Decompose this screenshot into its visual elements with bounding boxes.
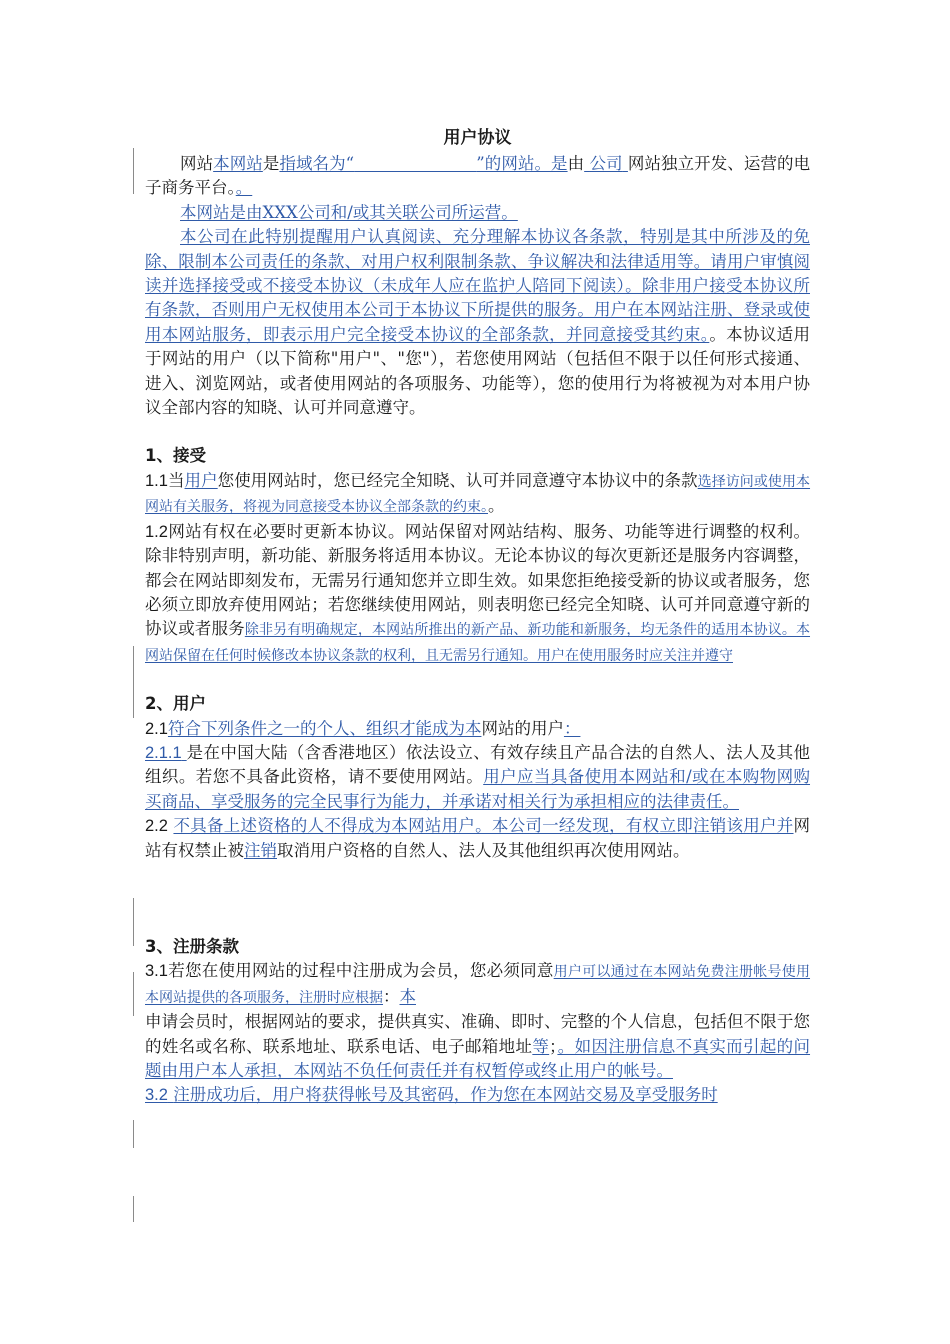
inserted-text: 用户 bbox=[184, 470, 218, 490]
text-run: 是 bbox=[262, 154, 280, 173]
text-run: 。 bbox=[488, 496, 505, 516]
revision-bar bbox=[133, 646, 134, 718]
clause-number bbox=[145, 744, 187, 762]
inserted-text: 本公司在此特别提醒用户认真阅读、充分理解本协议各条款，特别是其中所涉及的免除、限制本公司责任的条款、对用户权利限制条款、争议解决和法律适用等。请用户审慎阅读并选择接受或不接受本协议（未成年人应在监护人陪同下阅读）。除非用户接受本协议所有条款，否则用户无权使用本公司于本协议下所提供的服务。用户在本网站注册、登录或使用本网站服务，即表示用户完全接受本协议的全部条款，并同意接受其约束。 bbox=[145, 227, 810, 344]
inserted-text: 本网站 bbox=[213, 154, 263, 173]
text-run: 网站 bbox=[180, 154, 214, 173]
inserted-text: 本 bbox=[399, 986, 416, 1006]
clause-number: 3.1 bbox=[145, 962, 168, 981]
text-run: 注册成功后，用户将获得帐号及其密码，作为您在本网站交易及享受服务时 bbox=[173, 1085, 718, 1105]
clause-2-1-1 bbox=[145, 741, 810, 814]
text-run: 您使用网站时，您已经完全知晓、认可并同意遵守本协议中的条款 bbox=[217, 470, 698, 490]
clause-3-2 bbox=[145, 1083, 810, 1107]
text-run: 网站有权禁止被 bbox=[145, 816, 811, 860]
text-run: 是在中国大陆（含香港地区）依法设立、有效存续且产品合法的自然人、法人及其他组织。若您不具备此资格，请不要使用网站。 bbox=[145, 742, 811, 787]
revision-bar bbox=[133, 1120, 134, 1148]
text-run: 网站独立开发、运营的电子商务平台。 bbox=[145, 154, 811, 198]
inserted-text bbox=[145, 1085, 718, 1104]
intro-paragraph-3 bbox=[145, 225, 810, 420]
text-run: 网站的用户 bbox=[481, 718, 564, 738]
clause-number: 3.2 bbox=[145, 1086, 168, 1105]
revision-bar bbox=[133, 148, 134, 194]
text-run: 网站有权在必要时更新本协议。网站保留对网站结构、服务、功能等进行调整的权利。除非特别声明，新功能、新服务将适用本协议。无论本协议的每次更新还是服务内容调整，都会在网站即刻发布，无需另行通知您并立即生效。如果您拒绝接受新的协议或者服务，您必须立即放弃使用网站；若您继续使用网站，则表明您已经完全知晓、认可并同意遵守新的协议或者服务 bbox=[145, 521, 810, 639]
revision-bar bbox=[133, 972, 134, 1016]
text-run: 2.1.1 bbox=[145, 743, 182, 762]
inserted-text: 。如因注册信息不真实而引起的问题由用户本人承担，本网站不负任何责任并有权暂停或终止用户的帐号。 bbox=[145, 1036, 811, 1080]
text-run: ”的网站。是 bbox=[476, 154, 568, 173]
clause-2-1 bbox=[145, 717, 810, 741]
inserted-text: 注销 bbox=[244, 840, 277, 860]
inserted-text: 选择访问或使用本网站有关服务，将视为同意接受本协议全部条款的约束。 bbox=[145, 473, 811, 516]
revision-bar bbox=[133, 1196, 134, 1222]
text-run: 申请会员时，根据网站的要求，提供真实、准确、即时、完整的个人信息，包括但不限于您的姓名或名称、联系地址、联系电话、电子邮箱地址 bbox=[145, 1012, 810, 1056]
clause-number: 1.1 bbox=[145, 471, 168, 490]
clause-2-2 bbox=[145, 814, 810, 863]
text-run: ； bbox=[549, 1036, 558, 1056]
inserted-text: 。 bbox=[235, 178, 253, 198]
inserted-text: 本网站是由XXX公司和/或其关联公司所运营。 bbox=[180, 202, 518, 222]
text-run: 公司 bbox=[589, 154, 623, 173]
text-run: 当 bbox=[167, 470, 185, 490]
inserted-text: 用户应当具备使用本网站和/或在本购物网购买商品、享受服务的完全民事行为能力，并承诺对相关行为承担相应的法律责任。 bbox=[145, 767, 811, 811]
clause-3-1-continued bbox=[145, 1010, 810, 1083]
intro-paragraph-1 bbox=[145, 152, 810, 201]
text-run: 若您在使用网站的过程中注册成为会员，您必须同意 bbox=[167, 961, 554, 981]
intro-paragraph-2 bbox=[145, 201, 810, 225]
document-page bbox=[145, 124, 810, 1108]
text-run: 取消用户资格的自然人、法人及其他组织再次使用网站。 bbox=[277, 840, 690, 860]
clause-number: 2.2 bbox=[145, 817, 168, 836]
revision-bar bbox=[133, 898, 134, 946]
section-heading-registration: 3、注册条款 bbox=[145, 936, 239, 956]
text-run: 指域名为“ bbox=[279, 154, 355, 173]
inserted-text: 等 bbox=[532, 1036, 550, 1056]
clause-3-1 bbox=[145, 959, 810, 1010]
clause-number: 1.2 bbox=[145, 522, 168, 541]
inserted-text: ： bbox=[563, 718, 581, 738]
inserted-text: 用户可以通过在本网站免费注册帐号使用本网站提供的各项服务，注册时应根据 bbox=[145, 964, 811, 1006]
inserted-text bbox=[584, 154, 628, 173]
text-run: 。本协议适用于网站的用户（以下简称"用户"、"您"），若您使用网站（包括但不限于以任何形式接通、进入、浏览网站，或者使用网站的各项服务、功能等），您的使用行为将被视为对本用户协议全部内容的知晓、认可并同意遵守。 bbox=[145, 324, 811, 418]
inserted-text: 不具备上述资格的人不得成为本网站用户。本公司一经发现，有权立即注销该用户并 bbox=[173, 816, 794, 836]
section-heading-accept: 1、接受 bbox=[145, 446, 206, 466]
inserted-text bbox=[279, 154, 567, 173]
text-run: ： bbox=[383, 986, 400, 1006]
inserted-text: 除非另有明确规定，本网站所推出的新产品、新功能和新服务，均无条件的适用本协议。 bbox=[244, 622, 797, 639]
inserted-text: 符合下列条件之一的个人、组织才能成为本 bbox=[167, 718, 482, 738]
inserted-text: 本网站保留在任何时候修改本协议条款的权利，且无需另行通知。用户在使用服务时应关注并遵守 bbox=[145, 622, 811, 664]
clause-number: 2.1 bbox=[145, 719, 168, 738]
clause-1-2 bbox=[145, 520, 810, 668]
document-title: 用户协议 bbox=[443, 128, 512, 148]
section-heading-user: 2、用户 bbox=[145, 694, 206, 714]
clause-1-1 bbox=[145, 469, 810, 520]
text-run: 由 bbox=[567, 154, 585, 173]
